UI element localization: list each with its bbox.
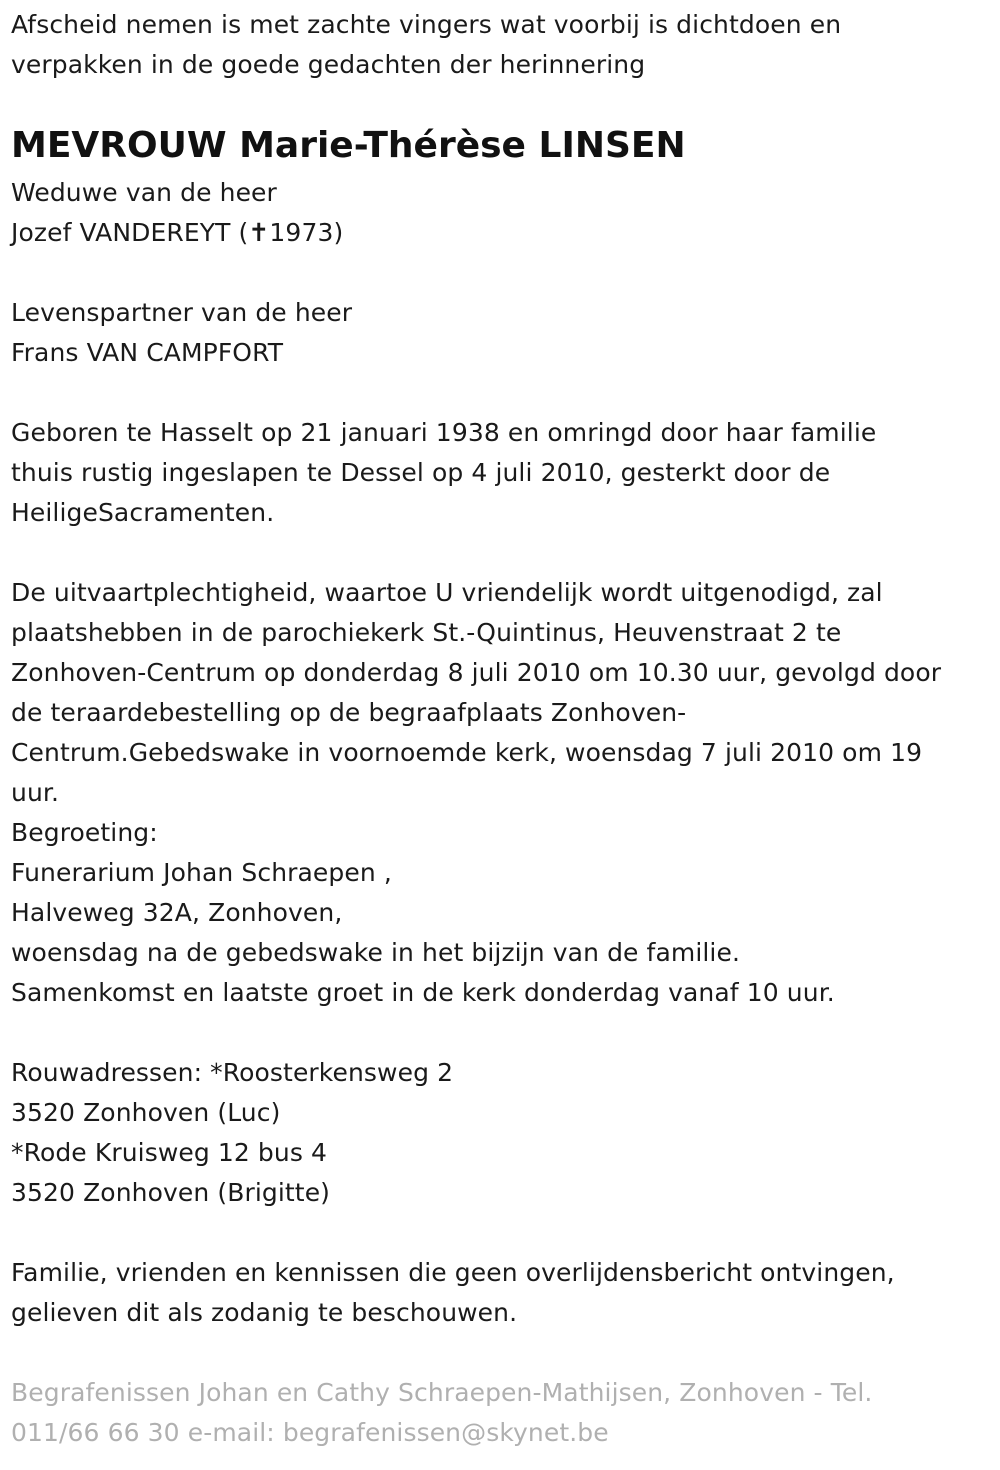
funeral-line-4: de teraardebestelling op de begraafplaats Zonhoven- xyxy=(11,698,687,727)
funeral-line-7: Begroeting: xyxy=(11,818,158,847)
funeral-line-11: Samenkomst en laatste groet in de kerk donderdag vanaf 10 uur. xyxy=(11,978,835,1007)
funeral-line-6: uur. xyxy=(11,778,60,807)
funeral-line-2: plaatshebben in de parochiekerk St.-Quintinus, Heuvenstraat 2 te xyxy=(11,618,842,647)
spouse-line-2: Jozef VANDEREYT (✝1973) xyxy=(11,218,344,247)
birth-death-line-2: thuis rustig ingeslapen te Dessel op 4 juli 2010, gesterkt door de xyxy=(11,458,831,487)
birth-death-line-1: Geboren te Hasselt op 21 januari 1938 en omringd door haar familie xyxy=(11,418,877,447)
partner-line-1: Levenspartner van de heer xyxy=(11,298,353,327)
closing-line-1: Familie, vrienden en kennissen die geen overlijdensbericht ontvingen, xyxy=(11,1258,895,1287)
birth-death-line-3: HeiligeSacramenten. xyxy=(11,498,275,527)
intro-line-1: Afscheid nemen is met zachte vingers wat voorbij is dichtdoen en xyxy=(11,10,842,39)
address-line-2: 3520 Zonhoven (Luc) xyxy=(11,1098,281,1127)
funeral-line-9: Halveweg 32A, Zonhoven, xyxy=(11,898,343,927)
footer-line-1: Begrafenissen Johan en Cathy Schraepen-Mathijsen, Zonhoven - Tel. xyxy=(11,1378,873,1407)
funeral-line-5: Centrum.Gebedswake in voornoemde kerk, woensdag 7 juli 2010 om 19 xyxy=(11,738,923,767)
intro-line-2: verpakken in de goede gedachten der herinnering xyxy=(11,50,646,79)
footer-line-2: 011/66 66 30 e-mail: begrafenissen@skynet.be xyxy=(11,1418,609,1447)
address-line-3: *Rode Kruisweg 12 bus 4 xyxy=(11,1138,328,1167)
deceased-name: MEVROUW Marie-Thérèse LINSEN xyxy=(11,125,686,166)
closing-line-2: gelieven dit als zodanig te beschouwen. xyxy=(11,1298,518,1327)
funeral-line-1: De uitvaartplechtigheid, waartoe U vriendelijk wordt uitgenodigd, zal xyxy=(11,578,883,607)
partner-line-2: Frans VAN CAMPFORT xyxy=(11,338,284,367)
funeral-line-8: Funerarium Johan Schraepen , xyxy=(11,858,392,887)
funeral-line-3: Zonhoven-Centrum op donderdag 8 juli 2010 om 10.30 uur, gevolgd door xyxy=(11,658,942,687)
address-line-4: 3520 Zonhoven (Brigitte) xyxy=(11,1178,331,1207)
spouse-line-1: Weduwe van de heer xyxy=(11,178,277,207)
funeral-line-10: woensdag na de gebedswake in het bijzijn van de familie. xyxy=(11,938,741,967)
address-line-1: Rouwadressen: *Roosterkensweg 2 xyxy=(11,1058,454,1087)
